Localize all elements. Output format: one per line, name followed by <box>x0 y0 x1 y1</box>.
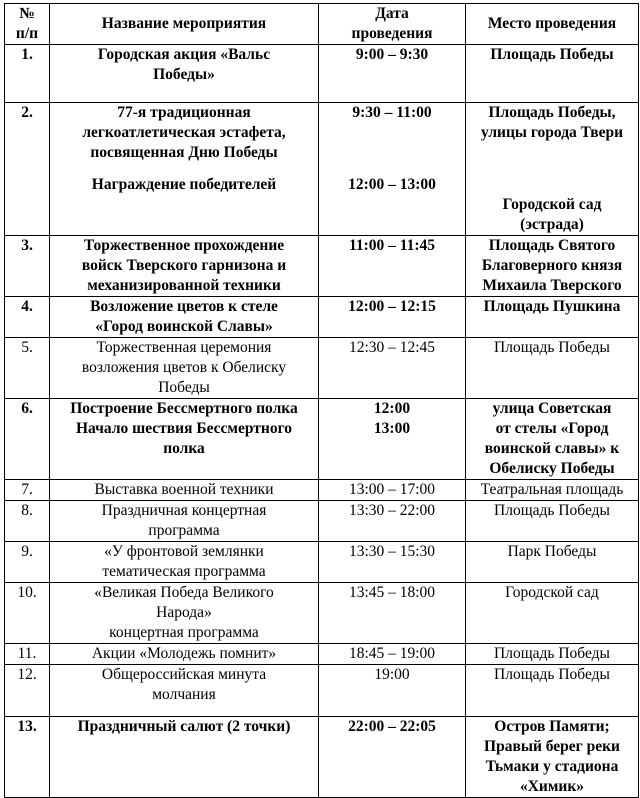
header-place: Место проведения <box>466 4 639 45</box>
date-text: 19:00 <box>374 666 410 683</box>
cell-name <box>50 583 319 644</box>
cell-place <box>466 542 639 583</box>
place-text: Площадь Победы <box>490 46 614 63</box>
date-text: 22:00 – 22:05 <box>348 718 436 735</box>
row-number: 2. <box>5 103 50 236</box>
table-row <box>5 542 639 583</box>
row-number: 13. <box>5 717 50 798</box>
date-text: 13:30 – 22:00 <box>348 502 436 519</box>
table-row <box>5 103 639 236</box>
row-number: 8. <box>5 501 50 542</box>
place-text: Парк Победы <box>507 543 597 560</box>
name-text: Построение Бессмертного полка Начало шествия Бессмертного полка <box>70 400 298 457</box>
cell-date <box>319 717 466 798</box>
cell-name <box>50 103 319 236</box>
date-text: 12:00 – 13:00 <box>348 176 436 193</box>
row-number: 12. <box>5 665 50 717</box>
place-text: Площадь Победы <box>494 645 610 662</box>
table-row <box>5 45 639 103</box>
table-row <box>5 644 639 665</box>
place-text: Площадь Победы <box>494 666 610 683</box>
cell-place <box>466 501 639 542</box>
date-text: 13:30 – 15:30 <box>348 543 436 560</box>
place-text: Городской сад <box>505 584 599 601</box>
name-text: Акции «Молодежь помнит» <box>91 645 277 662</box>
name-text: «У фронтовой землянки тематическая программа <box>102 543 266 580</box>
cell-date <box>319 45 466 103</box>
row-number: 6. <box>5 399 50 480</box>
cell-name <box>50 338 319 399</box>
date-text: 9:00 – 9:30 <box>355 46 429 63</box>
place-text: Площадь Победы <box>494 502 610 519</box>
cell-place <box>466 103 639 236</box>
table-row <box>5 399 639 480</box>
row-number: 10. <box>5 583 50 644</box>
table-row <box>5 480 639 501</box>
date-text: 9:30 – 11:00 <box>352 104 432 121</box>
date-text: 13:00 – 17:00 <box>348 481 436 498</box>
cell-date <box>319 480 466 501</box>
row-number: 11. <box>5 644 50 665</box>
cell-date <box>319 583 466 644</box>
cell-place <box>466 338 639 399</box>
events-schedule-table <box>4 3 639 798</box>
name-text: Праздничная концертная программа <box>101 502 267 539</box>
cell-place <box>466 583 639 644</box>
date-text: 11:00 – 11:45 <box>348 237 436 254</box>
name-text: Торжественная церемония возложения цветов к Обелиску Победы <box>81 339 287 396</box>
cell-date <box>319 236 466 297</box>
cell-name <box>50 665 319 717</box>
cell-name <box>50 236 319 297</box>
place-text: Площадь Пушкина <box>483 298 621 315</box>
row-number: 7. <box>5 480 50 501</box>
table-row <box>5 338 639 399</box>
cell-place <box>466 480 639 501</box>
cell-name <box>50 717 319 798</box>
cell-place <box>466 717 639 798</box>
cell-name <box>50 542 319 583</box>
cell-place <box>466 297 639 338</box>
row-number: 9. <box>5 542 50 583</box>
date-text: 18:45 – 19:00 <box>348 645 436 662</box>
place-text: Площадь Победы <box>494 339 610 356</box>
table-row <box>5 236 639 297</box>
cell-date <box>319 665 466 717</box>
date-text: 12:00 13:00 <box>373 400 411 437</box>
cell-date <box>319 542 466 583</box>
name-text: «Великая Победа Великого Народа» концертная программа <box>94 584 274 641</box>
cell-place <box>466 644 639 665</box>
row-number: 4. <box>5 297 50 338</box>
table-row <box>5 297 639 338</box>
place-text: улица Советская от стелы «Город воинской славы» к Обелиску Победы <box>484 400 620 477</box>
cell-place <box>466 45 639 103</box>
cell-name <box>50 399 319 480</box>
place-text: Театральная площадь <box>480 481 624 498</box>
cell-name <box>50 480 319 501</box>
name-text: Выставка военной техники <box>94 481 274 498</box>
name-text: Возложение цветов к стеле «Город воинской Славы» <box>90 298 278 335</box>
table-body <box>5 45 639 798</box>
name-text: Награждение победителей <box>91 176 277 193</box>
row-number: 5. <box>5 338 50 399</box>
cell-date <box>319 501 466 542</box>
date-text: 12:00 – 12:15 <box>348 298 436 315</box>
row-number: 3. <box>5 236 50 297</box>
cell-date <box>319 103 466 236</box>
row-number: 1. <box>5 45 50 103</box>
name-text: Городская акция «Вальс Победы» <box>97 46 271 83</box>
cell-name <box>50 501 319 542</box>
cell-name <box>50 644 319 665</box>
place-text: Площадь Победы, улицы города Твери <box>480 104 624 141</box>
table-header-row <box>5 4 639 45</box>
cell-date <box>319 399 466 480</box>
name-text: Общероссийская минута молчания <box>101 666 267 703</box>
cell-date <box>319 644 466 665</box>
table-row <box>5 501 639 542</box>
table-row <box>5 665 639 717</box>
name-text: Праздничный салют (2 точки) <box>77 718 291 735</box>
cell-place <box>466 236 639 297</box>
name-text: Торжественное прохождение войск Тверского гарнизона и механизированной техники <box>81 237 287 294</box>
date-text: 13:45 – 18:00 <box>348 584 436 601</box>
cell-place <box>466 665 639 717</box>
name-text: 77-я традиционная легкоатлетическая эстафета, посвященная Дню Победы <box>82 104 286 161</box>
table-row <box>5 717 639 798</box>
place-text: Площадь Святого Благоверного князя Михаила Тверского <box>481 237 623 294</box>
date-text: 12:30 – 12:45 <box>348 339 436 356</box>
cell-name <box>50 297 319 338</box>
header-number: № п/п <box>5 4 50 45</box>
cell-date <box>319 338 466 399</box>
header-date: Дата проведения <box>319 4 466 45</box>
header-event-name: Название мероприятия <box>50 4 319 45</box>
place-text: Городской сад (эстрада) <box>502 196 602 233</box>
cell-name <box>50 45 319 103</box>
cell-place <box>466 399 639 480</box>
cell-date <box>319 297 466 338</box>
place-text: Остров Памяти; Правый берег реки Тьмаки у стадиона «Химик» <box>484 718 620 795</box>
table-row <box>5 583 639 644</box>
